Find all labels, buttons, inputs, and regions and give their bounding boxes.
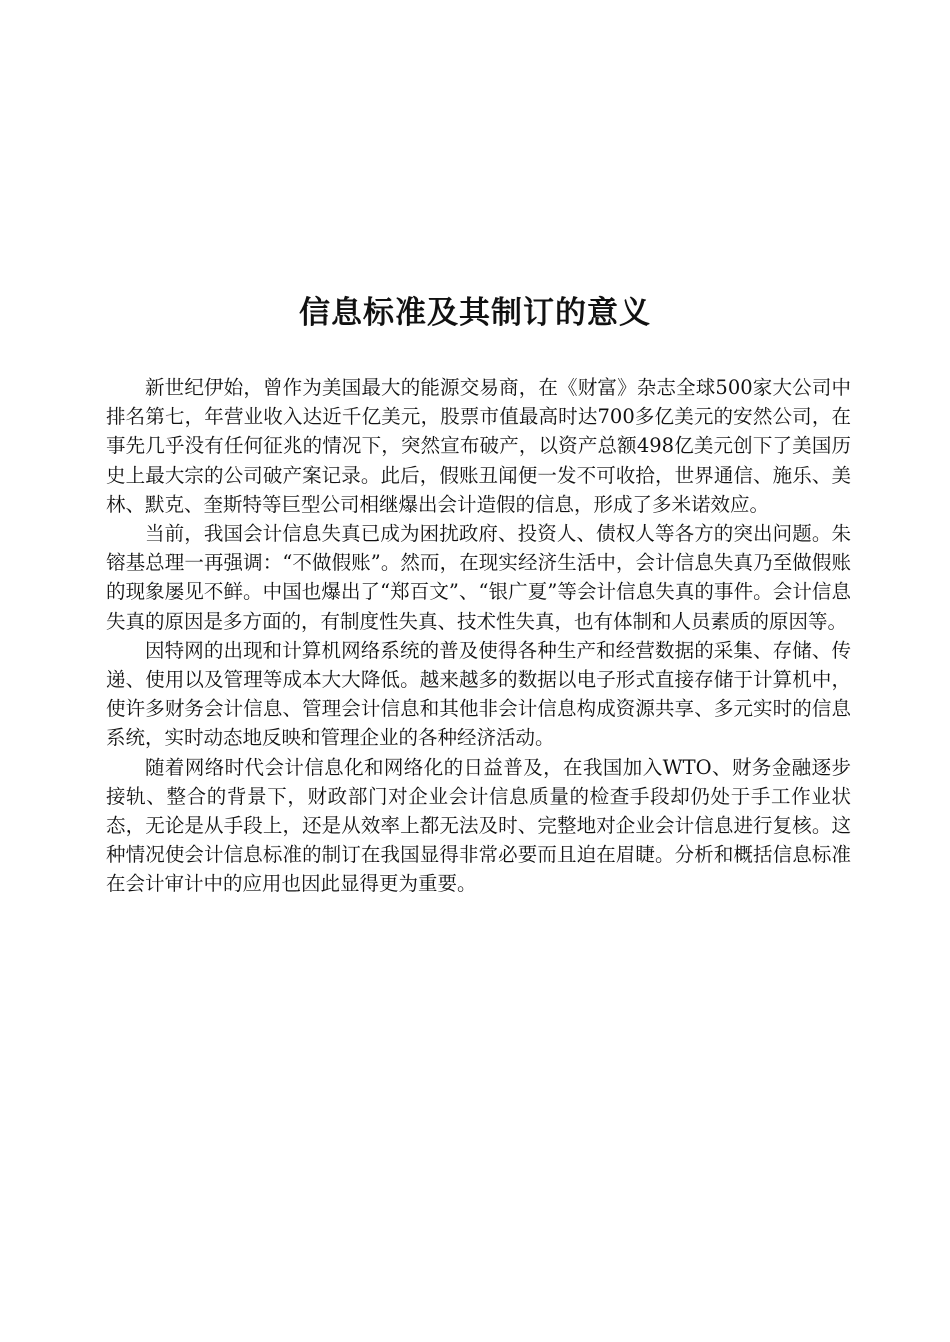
document-title: 信息标准及其制订的意义 — [299, 294, 651, 331]
paragraph-2: 当前，我国会计信息失真已成为困扰政府、投资人、债权人等各方的突出问题。朱镕基总理一再强调：“不做假账”。然而，在现实经济生活中，会计信息失真乃至做假账的现象屡见不鲜。中国也爆出了“郑百文”、“银广夏”等会计信息失真的事件。会计信息失真的原因是多方面的，有制度性失真、技术性失真，也有体制和人员素质的原因等。 — [106, 522, 851, 633]
document-body — [106, 373, 851, 899]
paragraph-1: 新世纪伊始，曾作为美国最大的能源交易商，在《财富》杂志全球500家大公司中排名第七，年营业收入达近千亿美元，股票市值最高时达700多亿美元的安然公司，在事先几乎没有任何征兆的情况下，突然宣布破产，以资产总额498亿美元创下了美国历史上最大宗的公司破产案记录。此后，假账丑闻便一发不可收拾，世界通信、施乐、美林、默克、奎斯特等巨型公司相继爆出会计造假的信息，形成了多米诺效应。 — [106, 376, 851, 516]
paragraph-4: 随着网络时代会计信息化和网络化的日益普及，在我国加入WTO、财务金融逐步接轨、整合的背景下，财政部门对企业会计信息质量的检查手段却仍处于手工作业状态，无论是从手段上，还是从效率上都无法及时、完整地对企业会计信息进行复核。这种情况使会计信息标准的制订在我国显得非常必要而且迫在眉睫。分析和概括信息标准在会计审计中的应用也因此显得更为重要。 — [106, 755, 851, 896]
paragraph-3: 因特网的出现和计算机网络系统的普及使得各种生产和经营数据的采集、存储、传递、使用以及管理等成本大大降低。越来越多的数据以电子形式直接存储于计算机中，使许多财务会计信息、管理会计信息和其他非会计信息构成资源共享、多元实时的信息系统，实时动态地反映和管理企业的各种经济活动。 — [106, 638, 851, 750]
